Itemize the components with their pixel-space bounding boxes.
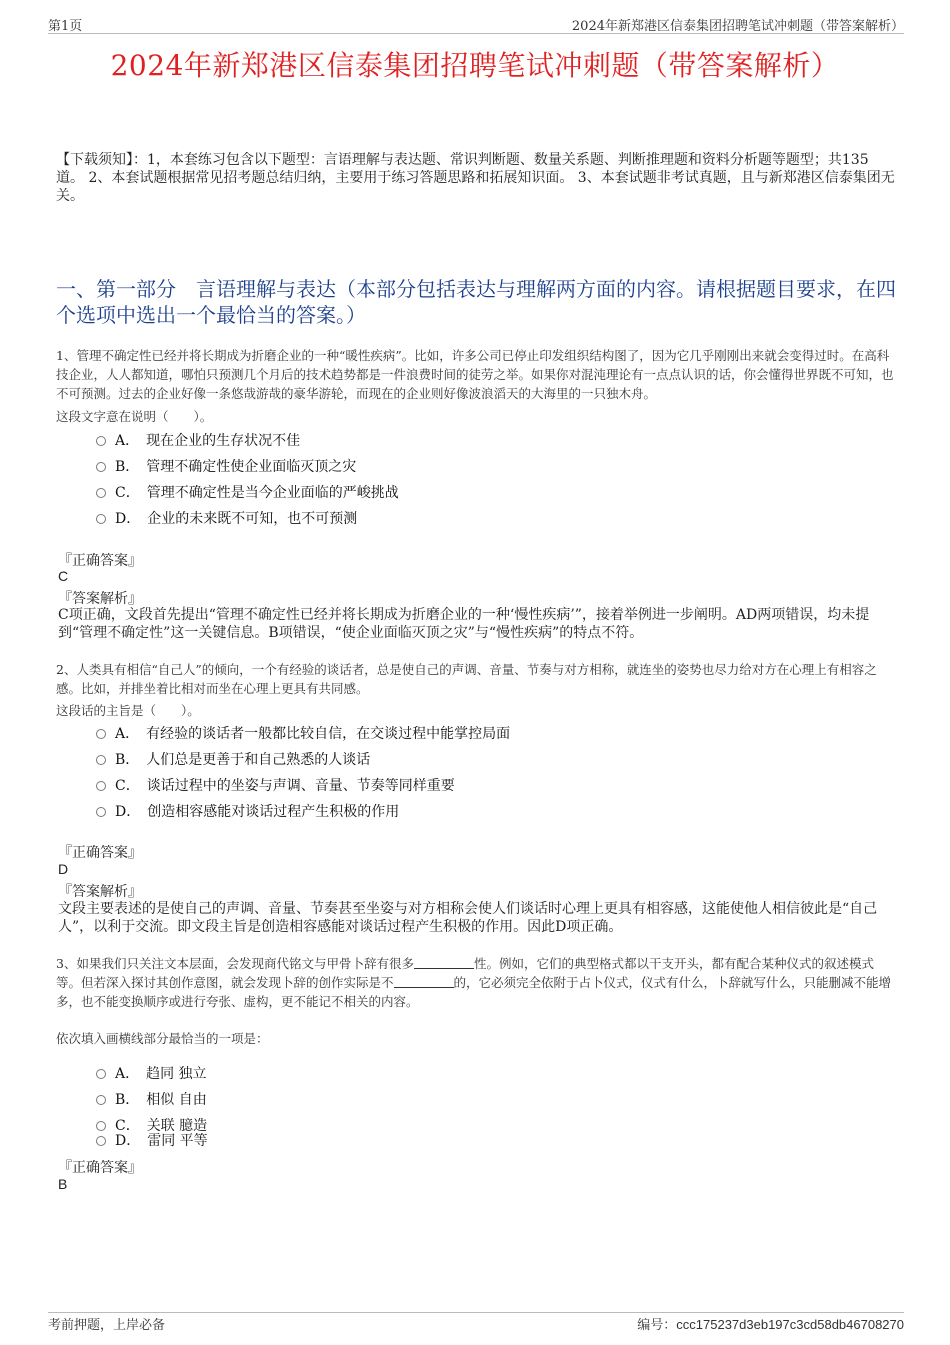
radio-icon[interactable] bbox=[96, 1095, 106, 1105]
analysis-label: 『答案解析』 bbox=[58, 884, 142, 900]
radio-icon[interactable] bbox=[96, 729, 106, 739]
question-1-option-c[interactable]: C． 管理不确定性是当今企业面临的严峻挑战 bbox=[96, 482, 399, 502]
question-2-option-c[interactable]: C． 谈话过程中的坐姿与声调、音量、节奏等同样重要 bbox=[96, 775, 455, 795]
page-title: 2024年新郑港区信泰集团招聘笔试冲刺题（带答案解析） bbox=[110, 49, 840, 82]
question-2-prompt: 这段话的主旨是（ ）。 bbox=[56, 703, 200, 718]
question-1-answer: C bbox=[58, 568, 69, 584]
question-3-text: 3、如果我们只关注文本层面，会发现商代铭文与甲骨卜辞有很多 性。例如，它们的典型格式都以干支开头，都有配合某种仪式的叙述模式等。但若深入探讨其创作意图，就会发现卜辞的创作实际是不 的，它必须完全依附于占卜仪式，仪式有什么，卜辞就写什么，只能删减不能增多，也不能变换顺序或进行夸张、虚构，更不能记不相关的内容。 bbox=[56, 956, 892, 1009]
header-divider bbox=[48, 33, 904, 34]
answer-label: 『正确答案』 bbox=[58, 553, 142, 569]
question-3-option-b[interactable]: B． 相似 自由 bbox=[96, 1089, 207, 1109]
download-notice: 【下载须知】：1，本套练习包含以下题型：言语理解与表达题、常识判断题、数量关系题、判断推理题和资料分析题等题型；共135道。 2、本套试题根据常见招考题总结归纳，主要用于练习答题思路和拓展知识面。 3、本套试题非考试真题，且与新郑港区信泰集团无关。 bbox=[56, 152, 895, 204]
radio-icon[interactable] bbox=[96, 488, 106, 498]
section-heading: 一、第一部分 言语理解与表达（本部分包括表达与理解两方面的内容。请根据题目要求，在四个选项中选出一个最恰当的答案。） bbox=[56, 277, 896, 327]
question-2-analysis: 文段主要表述的是使自己的声调、音量、节奏甚至坐姿与对方相称会使人们谈话时心理上更具有相容感，这能使他人相信彼此是“自己人”，以利于交流。即文段主旨是创造相容感能对谈话过程产生积极的作用。因此D项正确。 bbox=[58, 901, 878, 935]
question-3-option-a[interactable]: A． 趋同 独立 bbox=[96, 1063, 207, 1083]
question-3-option-d[interactable]: D． 雷同 平等 bbox=[96, 1130, 208, 1150]
radio-icon[interactable] bbox=[96, 514, 106, 524]
radio-icon[interactable] bbox=[96, 781, 106, 791]
question-1-option-b[interactable]: B． 管理不确定性使企业面临灭顶之灾 bbox=[96, 456, 356, 476]
question-3-option-c[interactable]: C． 关联 臆造 bbox=[96, 1115, 207, 1135]
fill-blank bbox=[414, 956, 474, 969]
footer-divider bbox=[48, 1312, 904, 1313]
radio-icon[interactable] bbox=[96, 436, 106, 446]
radio-icon[interactable] bbox=[96, 1069, 106, 1079]
question-3-prompt: 依次填入画横线部分最恰当的一项是： bbox=[56, 1031, 269, 1046]
radio-icon[interactable] bbox=[96, 462, 106, 472]
question-2-option-a[interactable]: A． 有经验的谈话者一般都比较自信，在交谈过程中能掌控局面 bbox=[96, 723, 510, 743]
question-2-option-d[interactable]: D． 创造相容感能对谈话过程产生积极的作用 bbox=[96, 801, 399, 821]
question-3-answer: B bbox=[58, 1176, 68, 1192]
question-1-option-d[interactable]: D． 企业的未来既不可知，也不可预测 bbox=[96, 508, 357, 528]
question-2-answer: D bbox=[58, 861, 69, 877]
radio-icon[interactable] bbox=[96, 1136, 106, 1146]
radio-icon[interactable] bbox=[96, 807, 106, 817]
question-1-option-a[interactable]: A． 现在企业的生存状况不佳 bbox=[96, 430, 300, 450]
question-2-option-b[interactable]: B． 人们总是更善于和自己熟悉的人谈话 bbox=[96, 749, 370, 769]
question-1-prompt: 这段文字意在说明（ ）。 bbox=[56, 409, 213, 424]
question-1-text: 1、管理不确定性已经并将长期成为折磨企业的一种“暖性疾病”。比如，许多公司已停止印发组织结构图了，因为它几乎刚刚出来就会变得过时。在高科技企业，人人都知道，哪怕只预测几个月后的技术趋势都是一件浪费时间的徒劳之举。如果你对混沌理论有一点点认识的话，你会懂得世界既不可知，也不可预测。过去的企业好像一条悠哉游哉的豪华游轮，而现在的企业则好像波浪滔天的大海里的一只独木舟。 bbox=[56, 348, 894, 401]
answer-label: 『正确答案』 bbox=[58, 845, 142, 861]
footer-slogan: 考前押题，上岸必备 bbox=[48, 1318, 166, 1333]
header-doc-title: 2024年新郑港区信泰集团招聘笔试冲刺题（带答案解析） bbox=[571, 19, 904, 34]
analysis-label: 『答案解析』 bbox=[58, 591, 142, 607]
page-number: 第1页 bbox=[48, 19, 83, 34]
fill-blank bbox=[394, 975, 454, 988]
radio-icon[interactable] bbox=[96, 755, 106, 765]
footer-code: 编号：ccc175237d3eb197c3cd58db46708270 bbox=[637, 1317, 904, 1333]
answer-label: 『正确答案』 bbox=[58, 1160, 142, 1176]
question-1-analysis: C项正确，文段首先提出“管理不确定性已经并将长期成为折磨企业的一种‘慢性疾病’”，接着举例进一步阐明。AD两项错误，均未提到“管理不确定性”这一关键信息。B项错误，“使企业面临灭顶之灾”与“慢性疾病”的特点不符。 bbox=[58, 607, 870, 641]
question-2-text: 2、人类具有相信“自己人”的倾向，一个有经验的谈话者，总是使自己的声调、音量、节奏与对方相称，就连坐的姿势也尽力给对方在心理上有相容之感。比如，并排坐着比相对而坐在心理上更具有共同感。 bbox=[56, 662, 877, 696]
